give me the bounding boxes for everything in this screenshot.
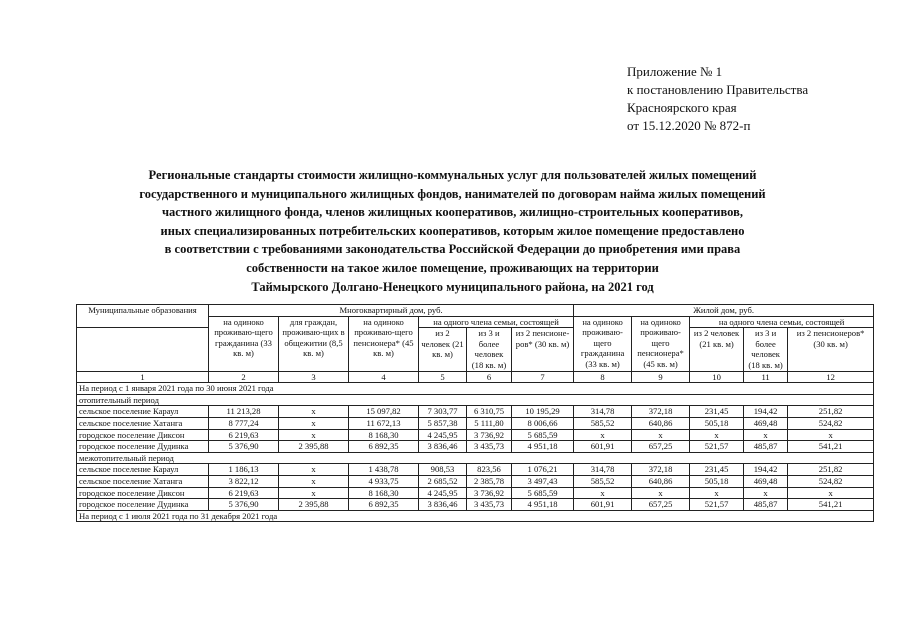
table-cell: x — [279, 487, 349, 499]
appendix-line: Приложение № 1 — [627, 64, 723, 79]
table-cell: 372,18 — [632, 406, 690, 418]
header-pensioner-house: на одиноко проживаю-щего пенсионера* (45 кв. м) — [632, 316, 690, 371]
table-cell: 601,91 — [574, 441, 632, 453]
header-municipal-filler — [77, 328, 209, 371]
table-cell: 3 836,46 — [419, 499, 467, 511]
table-cell: x — [744, 429, 788, 441]
table-cell: 3 435,73 — [467, 499, 512, 511]
column-number: 4 — [349, 371, 419, 383]
table-cell: 3 836,46 — [419, 441, 467, 453]
period-row — [77, 510, 874, 522]
table-cell: 1 186,13 — [209, 464, 279, 476]
header-family-apartment: на одного члена семьи, состоящей — [419, 316, 574, 328]
table-cell: 3 736,92 — [467, 429, 512, 441]
period-row-label: На период с 1 января 2021 года по 30 июня 2021 года — [77, 383, 874, 395]
header-single-apartment: на одиноко проживаю-щего гражданина (33 кв. м) — [209, 316, 279, 371]
table-cell: 657,25 — [632, 499, 690, 511]
document-title — [60, 166, 845, 296]
column-number: 1 — [77, 371, 209, 383]
table-header-row — [77, 328, 874, 371]
table-cell: 372,18 — [632, 464, 690, 476]
column-number: 3 — [279, 371, 349, 383]
table-cell: 823,56 — [467, 464, 512, 476]
table-cell: 4 951,18 — [512, 499, 574, 511]
table-cell: 15 097,82 — [349, 406, 419, 418]
column-number: 6 — [467, 371, 512, 383]
table-cell: 10 195,29 — [512, 406, 574, 418]
table-row — [77, 417, 874, 429]
table-cell: x — [279, 417, 349, 429]
column-number: 2 — [209, 371, 279, 383]
table-cell: 7 303,77 — [419, 406, 467, 418]
table-row — [77, 464, 874, 476]
table-cell: 3 497,43 — [512, 475, 574, 487]
table-cell: 231,45 — [690, 406, 744, 418]
header-pensioner-apartment: на одиноко проживаю-щего пенсионера* (45 кв. м) — [349, 316, 419, 371]
table-cell: 6 892,35 — [349, 441, 419, 453]
header-pensioners2-apartment: из 2 пенсионе-ров* (30 кв. м) — [512, 328, 574, 371]
table-cell: 640,86 — [632, 475, 690, 487]
table-cell: 6 310,75 — [467, 406, 512, 418]
table-cell: 11 213,28 — [209, 406, 279, 418]
header-family3-apartment: из 3 и более человек (18 кв. м) — [467, 328, 512, 371]
appendix-header — [627, 63, 808, 135]
table-cell: 541,21 — [788, 499, 874, 511]
table-cell: 3 736,92 — [467, 487, 512, 499]
table-cell: 4 245,95 — [419, 429, 467, 441]
appendix-line: от 15.12.2020 № 872-п — [627, 118, 751, 133]
table-cell: 4 933,75 — [349, 475, 419, 487]
title-line: Региональные стандарты стоимости жилищно-коммунальных услуг для пользователей жилых помещений — [148, 168, 757, 182]
table-cell: x — [744, 487, 788, 499]
period-row-label: На период с 1 июля 2021 года по 31 декабря 2021 года — [77, 510, 874, 522]
column-number-row — [77, 371, 874, 383]
table-row — [77, 441, 874, 453]
table-cell: x — [574, 487, 632, 499]
table-row — [77, 429, 874, 441]
table-cell: 194,42 — [744, 464, 788, 476]
table-cell: 8 006,66 — [512, 417, 574, 429]
column-number: 5 — [419, 371, 467, 383]
table-cell: 194,42 — [744, 406, 788, 418]
table-cell: x — [574, 429, 632, 441]
title-line: собственности на такое жилое помещение, проживающих на территории — [246, 260, 659, 275]
heating-period-row-label: отопительный период — [77, 394, 874, 406]
title-line: государственного и муниципального жилищных фондов, нанимателей по договорам найма жилых помещений — [139, 186, 766, 201]
table-cell: 5 685,59 — [512, 487, 574, 499]
title-line: частного жилищного фонда, членов жилищных кооперативов, жилищно-строительных кооперативов, — [162, 205, 743, 220]
table-cell: x — [279, 464, 349, 476]
table-cell: x — [279, 429, 349, 441]
column-number: 8 — [574, 371, 632, 383]
column-number: 7 — [512, 371, 574, 383]
nonheating-period-row-label: межотопительный период — [77, 452, 874, 464]
table-cell: 8 168,30 — [349, 487, 419, 499]
title-line: в соответствии с требованиями законодательства Российской Федерации до приобретения ими права — [164, 242, 741, 257]
table-header-row — [77, 305, 874, 317]
table-cell: x — [279, 475, 349, 487]
table-cell: x — [788, 429, 874, 441]
table-cell: x — [279, 406, 349, 418]
table-cell: 585,52 — [574, 475, 632, 487]
table-cell: 314,78 — [574, 464, 632, 476]
table-cell: 657,25 — [632, 441, 690, 453]
table-cell: 485,87 — [744, 441, 788, 453]
table-cell: x — [632, 487, 690, 499]
table-cell: 524,82 — [788, 475, 874, 487]
table-cell: 6 219,63 — [209, 487, 279, 499]
table-cell: 11 672,13 — [349, 417, 419, 429]
table-cell: 3 435,73 — [467, 441, 512, 453]
table-cell: 485,87 — [744, 499, 788, 511]
table-cell: 4 951,18 — [512, 441, 574, 453]
table-cell: 505,18 — [690, 417, 744, 429]
table-cell: x — [690, 487, 744, 499]
table-cell: 469,48 — [744, 417, 788, 429]
table-cell: 231,45 — [690, 464, 744, 476]
municipality-name: городское поселение Дудинка — [77, 441, 209, 453]
header-family2-apartment: из 2 человек (21 кв. м) — [419, 328, 467, 371]
title-line: Таймырского Долгано-Ненецкого муниципального района, на 2021 год — [251, 279, 654, 294]
municipality-name: городское поселение Диксон — [77, 487, 209, 499]
table-cell: 2 395,88 — [279, 441, 349, 453]
table-cell: 5 685,59 — [512, 429, 574, 441]
period-row — [77, 383, 874, 395]
table-cell: x — [788, 487, 874, 499]
table-cell: 640,86 — [632, 417, 690, 429]
municipality-name: сельское поселение Караул — [77, 464, 209, 476]
municipality-name: городское поселение Дудинка — [77, 499, 209, 511]
table-cell: 469,48 — [744, 475, 788, 487]
column-number: 9 — [632, 371, 690, 383]
table-cell: 6 892,35 — [349, 499, 419, 511]
header-dormitory: для граждан, проживаю-щих в общежитии (8,5 кв. м) — [279, 316, 349, 371]
table-row — [77, 475, 874, 487]
standards-table — [76, 304, 874, 522]
municipality-name: сельское поселение Хатанга — [77, 417, 209, 429]
table-cell: 8 168,30 — [349, 429, 419, 441]
table-row — [77, 406, 874, 418]
header-house: Жилой дом, руб. — [574, 305, 874, 317]
table-cell: 3 822,12 — [209, 475, 279, 487]
header-apartment: Многоквартирный дом, руб. — [209, 305, 574, 317]
table-cell: 1 438,78 — [349, 464, 419, 476]
table-row — [77, 487, 874, 499]
header-pensioners2-house: из 2 пенсионеров* (30 кв. м) — [788, 328, 874, 371]
appendix-line: к постановлению Правительства — [627, 82, 809, 97]
table-cell: 541,21 — [788, 441, 874, 453]
table-cell: 5 111,80 — [467, 417, 512, 429]
table-cell: 4 245,95 — [419, 487, 467, 499]
column-number: 11 — [744, 371, 788, 383]
header-municipal: Муниципальные образования — [77, 305, 209, 328]
municipality-name: городское поселение Диксон — [77, 429, 209, 441]
table-cell: 2 685,52 — [419, 475, 467, 487]
column-number: 10 — [690, 371, 744, 383]
header-family3-house: из 3 и более человек (18 кв. м) — [744, 328, 788, 371]
title-line: иных специализированных потребительских кооперативов, которым жилое помещение предоставлено — [160, 223, 745, 238]
table-cell: 524,82 — [788, 417, 874, 429]
table-cell: 601,91 — [574, 499, 632, 511]
header-family2-house: из 2 человек (21 кв. м) — [690, 328, 744, 371]
table-cell: x — [632, 429, 690, 441]
table-cell: 251,82 — [788, 406, 874, 418]
table-cell: 8 777,24 — [209, 417, 279, 429]
table-cell: 5 376,90 — [209, 441, 279, 453]
header-single-house: на одиноко проживаю-щего гражданина (33 кв. м) — [574, 316, 632, 371]
table-cell: 2 395,88 — [279, 499, 349, 511]
table-cell: 908,53 — [419, 464, 467, 476]
municipality-name: сельское поселение Караул — [77, 406, 209, 418]
table-cell: 521,57 — [690, 441, 744, 453]
table-cell: 314,78 — [574, 406, 632, 418]
table-cell: 6 219,63 — [209, 429, 279, 441]
municipality-name: сельское поселение Хатанга — [77, 475, 209, 487]
header-family-house: на одного члена семьи, состоящей — [690, 316, 874, 328]
table-cell: 521,57 — [690, 499, 744, 511]
table-row — [77, 499, 874, 511]
table-cell: 5 857,38 — [419, 417, 467, 429]
table-cell: 585,52 — [574, 417, 632, 429]
table-cell: 1 076,21 — [512, 464, 574, 476]
heating-period-row — [77, 394, 874, 406]
nonheating-period-row — [77, 452, 874, 464]
table-cell: 5 376,90 — [209, 499, 279, 511]
column-number: 12 — [788, 371, 874, 383]
appendix-line: Красноярского края — [627, 100, 737, 115]
table-cell: 505,18 — [690, 475, 744, 487]
table-cell: 251,82 — [788, 464, 874, 476]
table-cell: 2 385,78 — [467, 475, 512, 487]
table-cell: x — [690, 429, 744, 441]
